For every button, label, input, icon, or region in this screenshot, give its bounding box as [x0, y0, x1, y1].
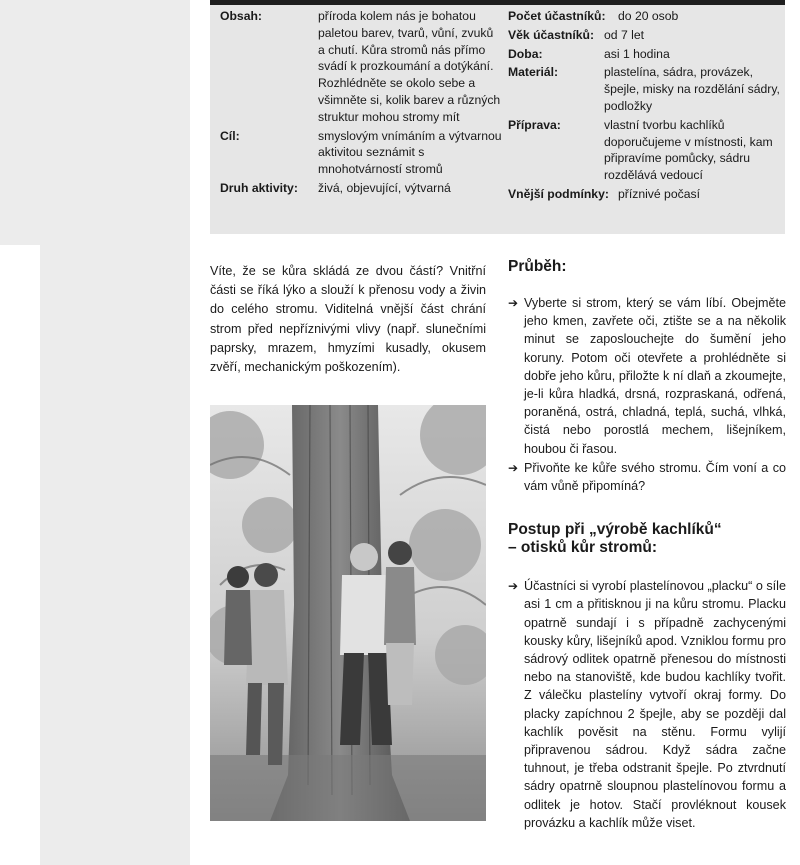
- right-column: [508, 258, 786, 833]
- activity-info-box: [210, 0, 785, 234]
- info-row-pocet: [508, 8, 780, 25]
- arrow-right-icon: ➔: [508, 579, 519, 594]
- postup-bullet-text: Účastníci si vyrobí plastelínovou „placku“ o síle asi 1 cm a přitisknou ji na kůru stromu. Placku opatrně sundají i s případně zachycenými kousky kůry, lišejníků apod. Vzniklou formu pro sádrový odlitek opatrně přenesou do místnosti nebo na stanoviště, kde budou kachlíky tvořit. Z válečku plastelíny vytvoří okraj formy. Do placky zapíchnou 2 špejle, aby se později dal kachlík pověsit na stěnu. Formu vylijí připravenou sádrou. Když sádra začne tuhnout, je třeba odstranit špejle. Po ztvrdnutí sádry opatrně sloupnou plastelínovou formu a odlitek je hotov. Stačí provléknout kousek provázku a kachlík může viset.: [524, 579, 786, 830]
- postup-heading-line1: Postup při „výrobě kachlíků“: [508, 521, 722, 539]
- material-label: Materiál:: [508, 65, 559, 80]
- info-row-cil: [220, 128, 502, 178]
- material-value: plastelína, sádra, provázek, špejle, misky na rozdělání sádry, podložky: [604, 65, 780, 113]
- prubeh-bullet-text: Přivoňte ke kůře svého stromu. Čím voní a co vám vůně připomíná?: [524, 460, 786, 494]
- vek-label: Věk účastníků:: [508, 27, 595, 42]
- druh-aktivity-value: živá, objevující, výtvarná: [318, 180, 451, 195]
- prubeh-bullet: [508, 294, 786, 458]
- arrow-right-icon: ➔: [508, 296, 519, 310]
- doba-label: Doba:: [508, 46, 543, 61]
- postup-bullet: [508, 577, 786, 832]
- arrow-right-icon: ➔: [508, 460, 519, 475]
- page-margin-top: [0, 0, 190, 245]
- info-row-podminky: [508, 186, 780, 203]
- priprava-value: vlastní tvorbu kachlíků doporučujeme v místnosti, kam připravíme pomůcky, sádru rozdělává vedoucí: [604, 117, 773, 183]
- info-row-vek: [508, 27, 780, 44]
- postup-heading: [508, 521, 786, 557]
- priprava-label: Příprava:: [508, 117, 561, 132]
- doba-value: asi 1 hodina: [604, 46, 670, 61]
- children-hugging-tree-photo: [210, 405, 486, 821]
- info-right-column: [508, 8, 780, 205]
- prubeh-heading: Průběh:: [508, 258, 567, 275]
- druh-aktivity-label: Druh aktivity:: [220, 180, 298, 195]
- vek-value: od 7 let: [604, 27, 644, 42]
- vnejsi-podminky-label: Vnější podmínky:: [508, 186, 609, 201]
- info-row-druh: [220, 180, 502, 197]
- prubeh-bullet: [508, 459, 786, 495]
- cil-label: Cíl:: [220, 128, 240, 143]
- pocet-value: do 20 osob: [618, 9, 679, 23]
- obsah-value: příroda kolem nás je bohatou paletou barev, tvarů, vůní, zvuků a chutí. Kůra stromů nás přímo svádí k prozkoumání a dotýkání. Rozhlédněte se okolo sebe a všimněte si, kolik barev a různých struktur mohou stromy mít: [318, 9, 501, 124]
- info-row-material: [508, 64, 780, 114]
- info-box-top-bar: [210, 0, 785, 5]
- info-left-column: [220, 8, 502, 199]
- page-margin-strip: [40, 245, 190, 865]
- intro-paragraph: Víte, že se kůra skládá ze dvou částí? Vnitřní části se říká lýko a slouží k přenosu vody a živin do celého stromu. Viditelná vnější část chrání strom před nepříznivými vlivy (např. slunečními paprsky, mrazem, hmyzími kusadly, okusem zvěří, mechanickým poškozením).: [210, 264, 486, 375]
- prubeh-bullet-text: Vyberte si strom, který se vám líbí. Obejměte jeho kmen, zavřete oči, ztište se a na několik minut se zaposlouchejte do šumění jeho koruny. Potom oči otevřete a prohlédněte si dobře jeho kůru, přiložte k ní dlaň a zkoumejte, je-li kůra hladká, drsná, rozpraskaná, odřená, poraněná, ostrá, chladná, teplá, suchá, vlhká, čistá nebo porostlá mechem, lišejníkem, houbou či řasou.: [524, 296, 786, 456]
- obsah-label: Obsah:: [220, 9, 262, 23]
- info-row-priprava: [508, 117, 780, 184]
- postup-heading-line2: – otisků kůr stromů:: [508, 539, 657, 557]
- pocet-label: Počet účastníků:: [508, 9, 606, 23]
- info-row-obsah: [220, 8, 502, 126]
- cil-value: smyslovým vnímáním a výtvarnou aktivitou seznámit s mnohotvárností stromů: [318, 128, 502, 177]
- vnejsi-podminky-value: příznivé počasí: [618, 186, 700, 201]
- info-row-doba: [508, 46, 780, 63]
